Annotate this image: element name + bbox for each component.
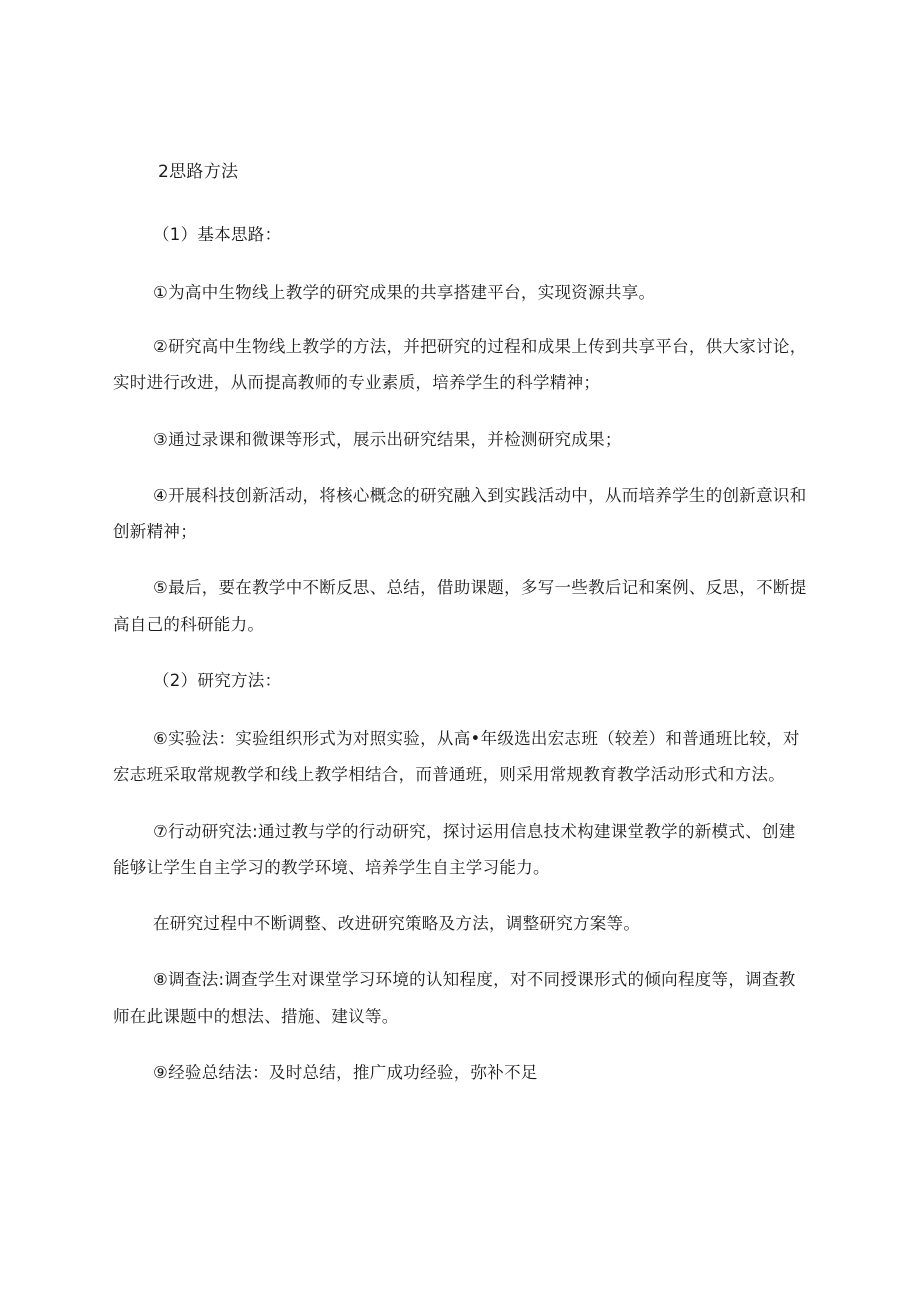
- list-item-line: ③通过录课和微课等形式，展示出研究结果，并检测研究成果；: [153, 430, 622, 449]
- list-item-line: 实时进行改进，从而提高教师的专业素质，培养学生的科学精神；: [113, 373, 601, 392]
- list-item-line: ⑨经验总结法：及时总结，推广成功经验，弥补不足: [153, 1063, 538, 1082]
- list-item-line: ①为高中生物线上教学的研究成果的共享搭建平台，实现资源共享。: [153, 283, 656, 302]
- list-item-line: ②研究高中生物线上教学的方法，并把研究的过程和成果上传到共享平台，供大家讨论，: [153, 337, 807, 356]
- list-item-line: 在研究过程中不断调整、改进研究策略及方法，调整研究方案等。: [153, 914, 641, 933]
- list-item-line: ⑥实验法：实验组织形式为对照实验，从高•年级选出宏志班（较差）和普通班比较，对: [153, 729, 800, 748]
- part2-heading: （2）研究方法：: [153, 671, 282, 690]
- list-item-line: 创新精神；: [113, 522, 197, 541]
- part1-heading: （1）基本思路：: [153, 225, 282, 244]
- list-item-line: 能够让学生自主学习的教学环境、培养学生自主学习能力。: [113, 858, 550, 877]
- list-item-line: ⑦行动研究法:通过教与学的行动研究，探讨运用信息技术构建课堂教学的新模式、创建: [153, 822, 796, 841]
- list-item-line: ⑧调查法:调查学生对课堂学习环境的认知程度，对不同授课形式的倾向程度等，调查教: [153, 970, 796, 989]
- list-item-line: 宏志班采取常规教学和线上教学相结合，而普通班，则采用常规教育教学活动形式和方法。: [113, 765, 785, 784]
- list-item-line: ④开展科技创新活动，将核心概念的研究融入到实践活动中，从而培养学生的创新意识和: [153, 486, 807, 505]
- list-item-line: ⑤最后，要在教学中不断反思、总结，借助课题，多写一些教后记和案例、反思，不断提: [153, 578, 807, 597]
- list-item-line: 师在此课题中的想法、措施、建议等。: [113, 1007, 399, 1026]
- list-item-line: 高自己的科研能力。: [113, 615, 265, 634]
- section-heading: 2思路方法: [158, 162, 239, 182]
